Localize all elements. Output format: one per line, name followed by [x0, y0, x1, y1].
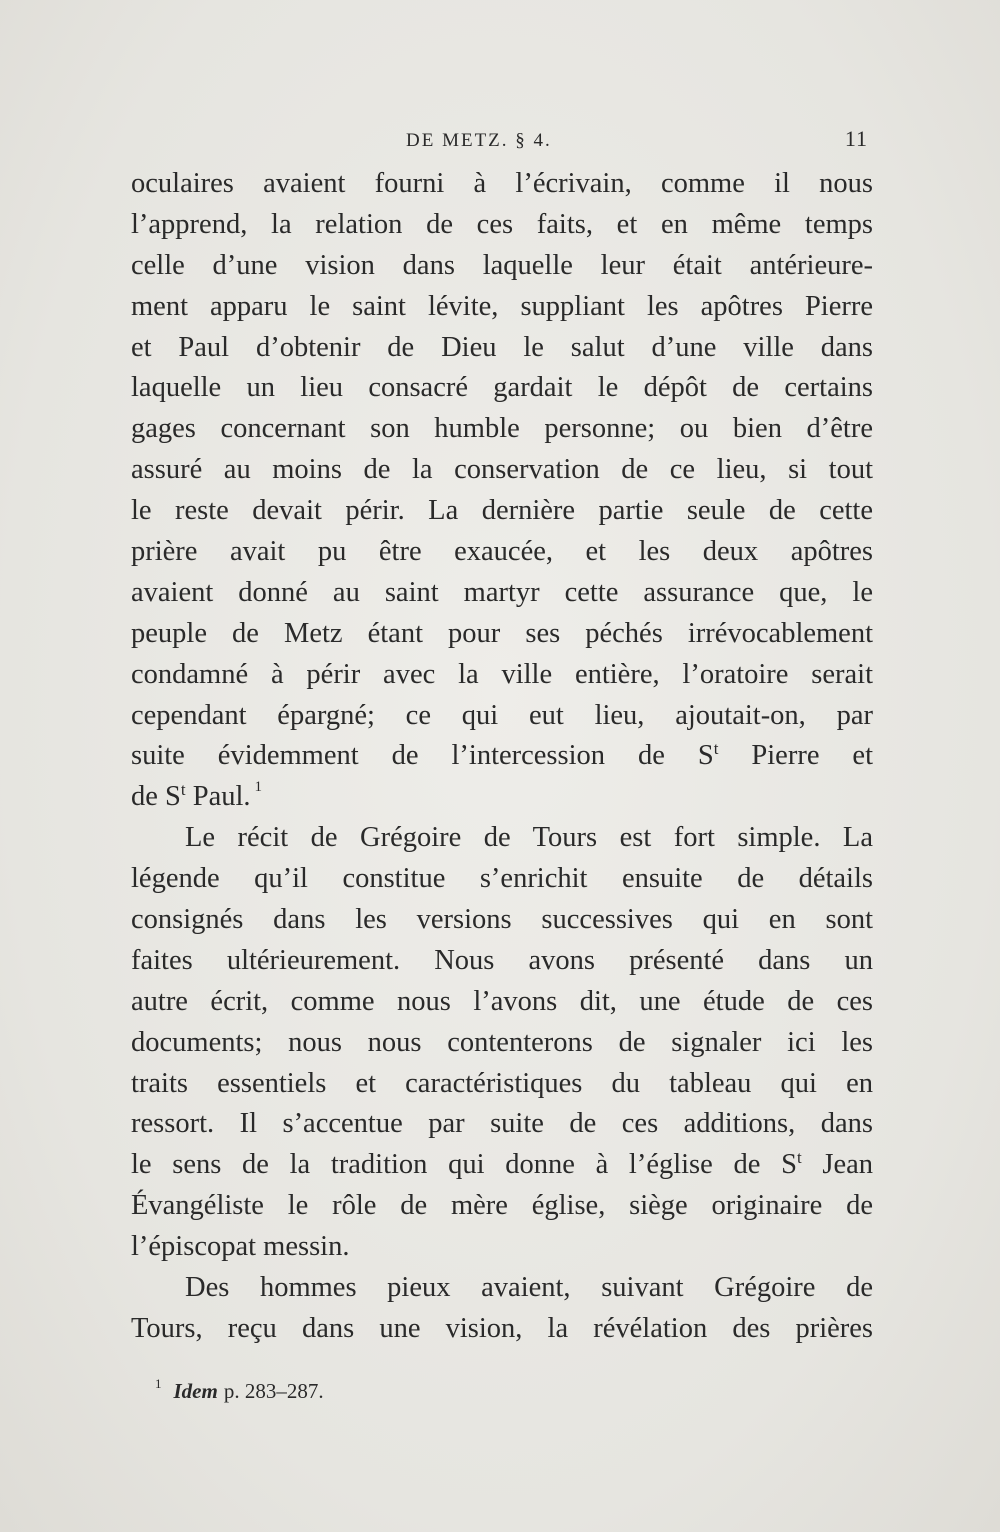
- footnote: [155, 1376, 324, 1404]
- page-number: 11: [844, 126, 868, 151]
- footnote-reference-text: p. 283–287.: [223, 1379, 324, 1403]
- text-line: cependant épargné; ce qui eut lieu, ajoutait-on, par: [131, 699, 873, 731]
- text-line: assuré au moins de la conservation de ce lieu, si tout: [131, 454, 873, 486]
- text-line: celle d’une vision dans laquelle leur était antérieure-: [131, 249, 873, 281]
- line-text: le sens de la tradition qui donne à l’église de S: [131, 1149, 797, 1181]
- text-line: le reste devait périr. La dernière partie seule de cette: [131, 495, 873, 527]
- line-text: de S: [131, 781, 181, 813]
- text-line: Évangéliste le rôle de mère église, siège originaire de: [131, 1190, 873, 1222]
- text-line: ment apparu le saint lévite, suppliant les apôtres Pierre: [131, 290, 873, 322]
- superscript: t: [713, 739, 719, 759]
- text-line: [131, 736, 873, 777]
- text-line: oculaires avaient fourni à l’écrivain, comme il nous: [131, 168, 873, 199]
- text-line: traits essentiels et caractéristiques du tableau qui en: [131, 1067, 873, 1099]
- text-line: Des hommes pieux avaient, suivant Grégoire de: [185, 1272, 873, 1304]
- superscript: t: [180, 780, 186, 800]
- footnote-mark: 1: [155, 1376, 162, 1391]
- running-title: DE METZ. § 4.: [406, 130, 552, 151]
- text-line: consignés dans les versions successives qui en sont: [131, 904, 873, 936]
- line-text: Jean: [801, 1149, 874, 1181]
- text-line: laquelle un lieu consacré gardait le dépôt de certains: [131, 372, 873, 404]
- text-line: prière avait pu être exaucée, et les deux apôtres: [131, 536, 873, 568]
- line-text: suite évidemment de l’intercession de S: [131, 740, 714, 772]
- text-line: faites ultérieurement. Nous avons présenté dans un: [131, 944, 873, 976]
- text-line: et Paul d’obtenir de Dieu le salut d’une ville dans: [131, 331, 873, 363]
- text-line: documents; nous nous contenterons de signaler ici les: [131, 1026, 873, 1058]
- text-line: légende qu’il constitue s’enrichit ensuite de détails: [131, 863, 873, 895]
- text-line: avaient donné au saint martyr cette assurance que, le: [131, 576, 873, 608]
- footnote-reference[interactable]: 1: [254, 779, 263, 796]
- text-line: autre écrit, comme nous l’avons dit, une étude de ces: [131, 985, 873, 1017]
- text-line: Tours, reçu dans une vision, la révélation des prières: [131, 1312, 873, 1344]
- text-line: [131, 1145, 873, 1186]
- text-line: l’apprend, la relation de ces faits, et en même temps: [131, 208, 873, 240]
- text-line: l’épiscopat messin.: [131, 1231, 350, 1263]
- text-line: gages concernant son humble personne; ou bien d’être: [131, 413, 873, 445]
- footnote-idem: Idem: [173, 1379, 218, 1403]
- text-line: [131, 777, 873, 818]
- line-text: Pierre et: [718, 740, 873, 772]
- superscript: t: [796, 1148, 802, 1168]
- text-line: Le récit de Grégoire de Tours est fort simple. La: [185, 822, 873, 854]
- page-header: [130, 124, 872, 160]
- line-text: Paul.: [185, 781, 251, 813]
- body-text: [131, 164, 873, 1350]
- text-line: condamné à périr avec la ville entière, l’oratoire serait: [131, 658, 873, 690]
- text-line: peuple de Metz étant pour ses péchés irrévocablement: [131, 617, 873, 649]
- text-line: ressort. Il s’accentue par suite de ces additions, dans: [131, 1108, 873, 1140]
